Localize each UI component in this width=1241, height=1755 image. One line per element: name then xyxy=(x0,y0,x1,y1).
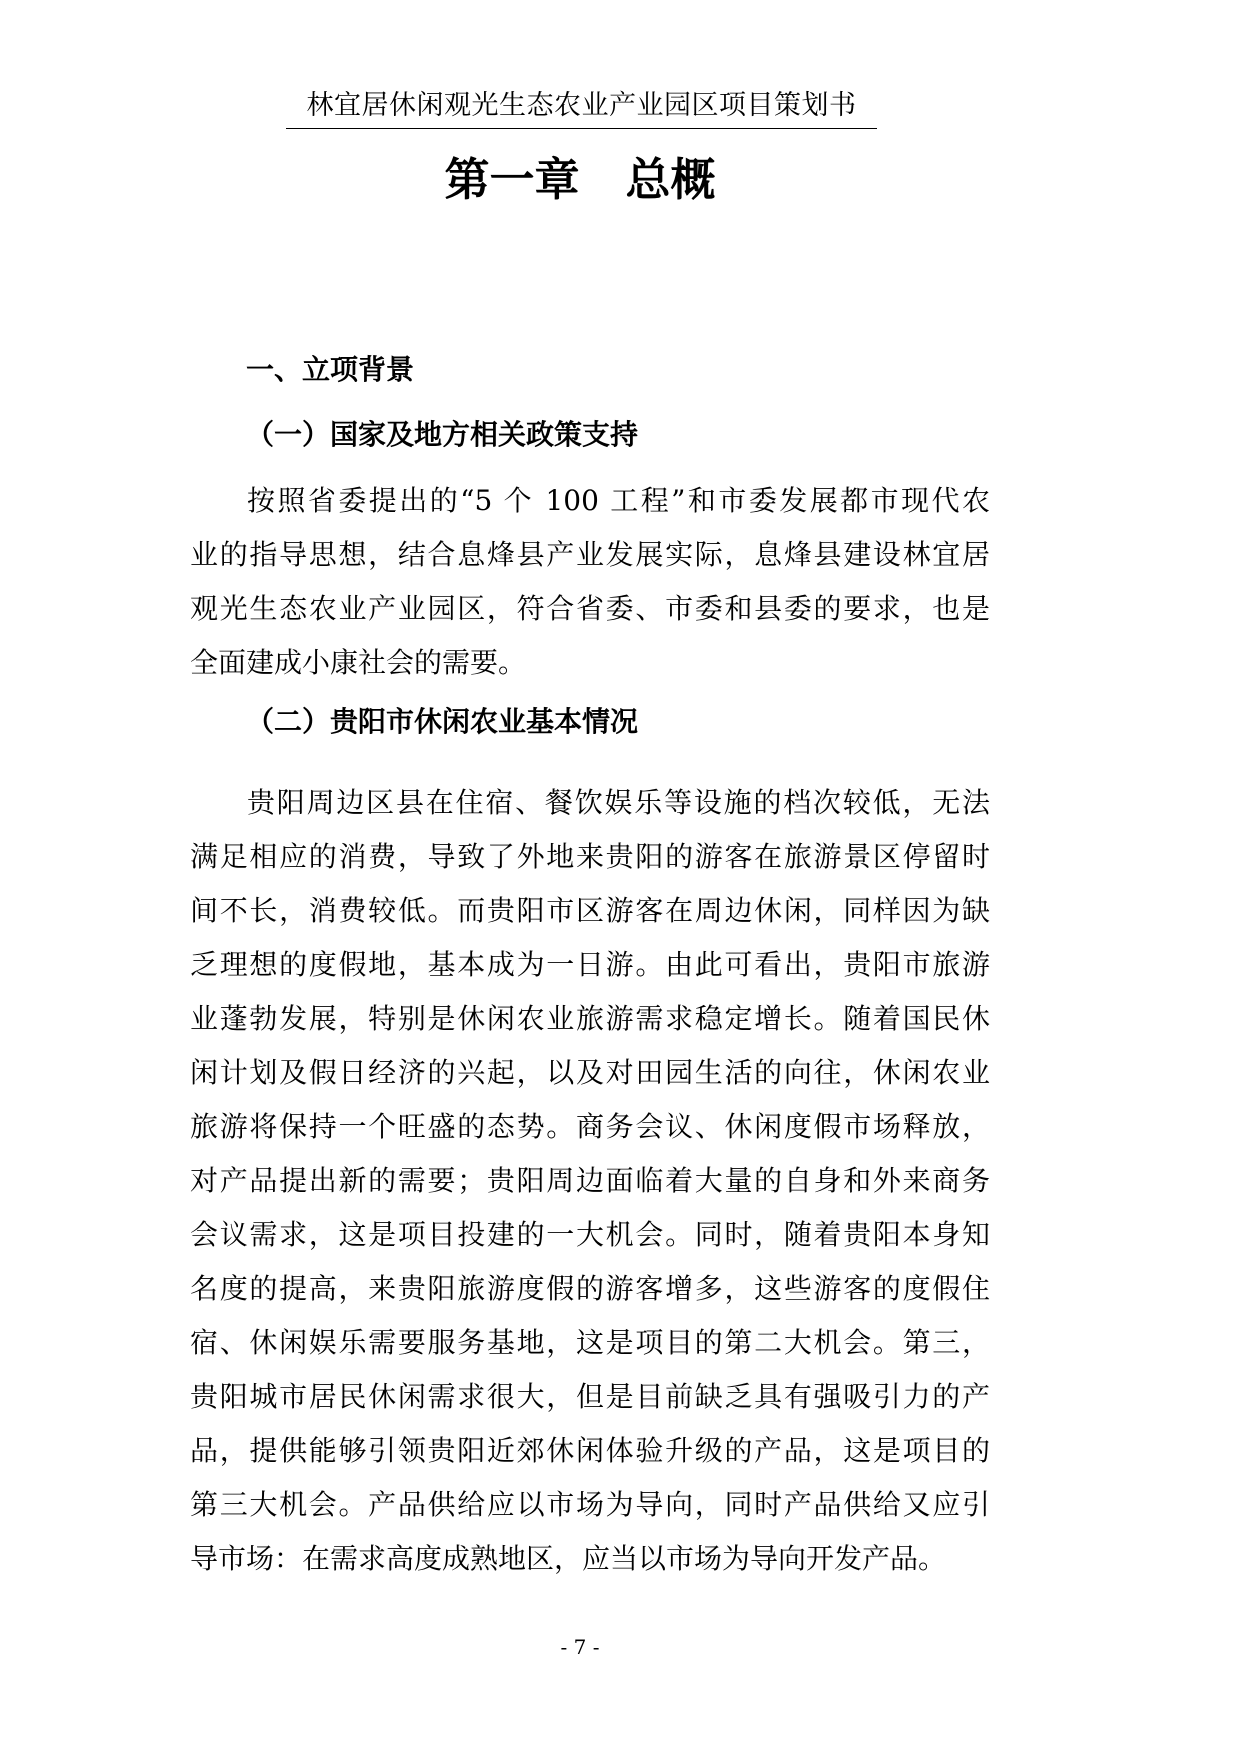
text-line: 贵阳周边区县在住宿、餐饮娱乐等设施的档次较低，无法 xyxy=(247,786,990,819)
page-number: - 7 - xyxy=(560,1635,600,1659)
text-line: 名度的提高，来贵阳旅游度假的游客增多，这些游客的度假住 xyxy=(190,1272,990,1305)
text-line: 第三大机会。产品供给应以市场为导向，同时产品供给又应引 xyxy=(190,1488,990,1521)
text-line: 全面建成小康社会的需要。 xyxy=(190,646,527,679)
text-line: 宿、休闲娱乐需要服务基地，这是项目的第二大机会。第三， xyxy=(190,1326,990,1359)
text-line: 旅游将保持一个旺盛的态势。商务会议、休闲度假市场释放， xyxy=(190,1110,990,1143)
text-line: 按照省委提出的“5 个 100 工程”和市委发展都市现代农 xyxy=(247,484,990,517)
chapter-name: 总概 xyxy=(625,153,716,206)
text-line: 乏理想的度假地，基本成为一日游。由此可看出，贵阳市旅游 xyxy=(190,948,990,981)
text-line: 品，提供能够引领贵阳近郊休闲体验升级的产品，这是项目的 xyxy=(190,1434,990,1467)
text-line: 满足相应的消费，导致了外地来贵阳的游客在旅游景区停留时 xyxy=(190,840,990,873)
running-header: 林宜居休闲观光生态农业产业园区项目策划书 xyxy=(286,88,877,129)
chapter-title xyxy=(0,150,1160,210)
text-line: 闲计划及假日经济的兴起，以及对田园生活的向往，休闲农业 xyxy=(190,1056,990,1089)
text-line: 业蓬勃发展，特别是休闲农业旅游需求稳定增长。随着国民休 xyxy=(190,1002,990,1035)
text-line: 贵阳城市居民休闲需求很大，但是目前缺乏具有强吸引力的产 xyxy=(190,1380,990,1413)
subsection-heading-guiyang: （二）贵阳市休闲农业基本情况 xyxy=(246,705,639,738)
chapter-number: 第一章 xyxy=(444,153,580,206)
text-line: 对产品提出新的需要；贵阳周边面临着大量的自身和外来商务 xyxy=(190,1164,990,1197)
paragraph-guiyang xyxy=(190,776,990,1586)
text-line: 观光生态农业产业园区，符合省委、市委和县委的要求，也是 xyxy=(190,592,990,625)
section-heading-background: 一、立项背景 xyxy=(246,353,415,386)
subsection-heading-policy: （一）国家及地方相关政策支持 xyxy=(246,418,639,451)
text-line: 导市场：在需求高度成熟地区，应当以市场为导向开发产品。 xyxy=(190,1542,947,1575)
paragraph-policy xyxy=(190,474,990,690)
text-line: 业的指导思想，结合息烽县产业发展实际，息烽县建设林宜居 xyxy=(190,538,990,571)
text-line: 间不长，消费较低。而贵阳市区游客在周边休闲，同样因为缺 xyxy=(190,894,990,927)
text-line: 会议需求，这是项目投建的一大机会。同时，随着贵阳本身知 xyxy=(190,1218,990,1251)
